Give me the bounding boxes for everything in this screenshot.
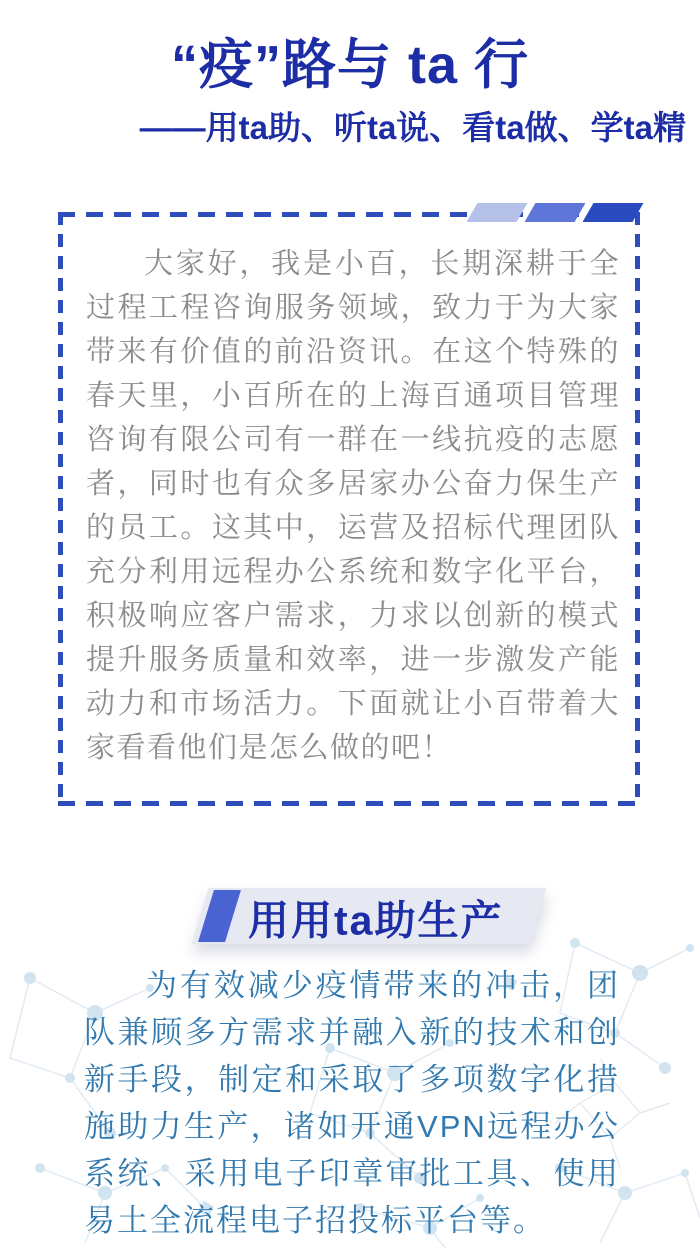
dashed-border-left (58, 212, 63, 806)
article-content (0, 34, 700, 1244)
intro-box (58, 212, 640, 806)
page-subtitle: ——用ta助、听ta说、看ta做、学ta精 (139, 109, 686, 146)
parallelogram-mid-icon (525, 203, 586, 222)
section-title: 用用ta助生产 (248, 897, 504, 944)
dashed-border-bottom (58, 801, 640, 806)
section-header (0, 888, 700, 946)
parallelogram-light-icon (467, 203, 528, 222)
parallelogram-dark-icon (583, 203, 644, 222)
section-body-paragraph: 为有效减少疫情带来的冲击，团队兼顾多方需求并融入新的技术和创新手段，制定和采取了多项数字化措施助力生产，诸如开通VPN远程办公系统、采用电子印章审批工具、使用易土全流程电子招投标平台等。 (84, 968, 620, 1238)
page-title: “疫”路与 ta 行 (170, 35, 530, 95)
dashed-border-right (635, 212, 640, 806)
corner-decoration (472, 203, 638, 222)
intro-paragraph: 大家好，我是小百，长期深耕于全过程工程咨询服务领域，致力于为大家带来有价值的前沿资讯。在这个特殊的春天里，小百所在的上海百通项目管理咨询有限公司有一群在一线抗疫的志愿者，同时也有众多居家办公奋力保生产的员工。这其中，运营及招标代理团队充分利用远程办公系统和数字化平台，积极响应客户需求，力求以创新的模式提升服务质量和效率，进一步激发产能动力和市场活力。下面就让小百带着大家看看他们是怎么做的吧！ (86, 248, 620, 764)
